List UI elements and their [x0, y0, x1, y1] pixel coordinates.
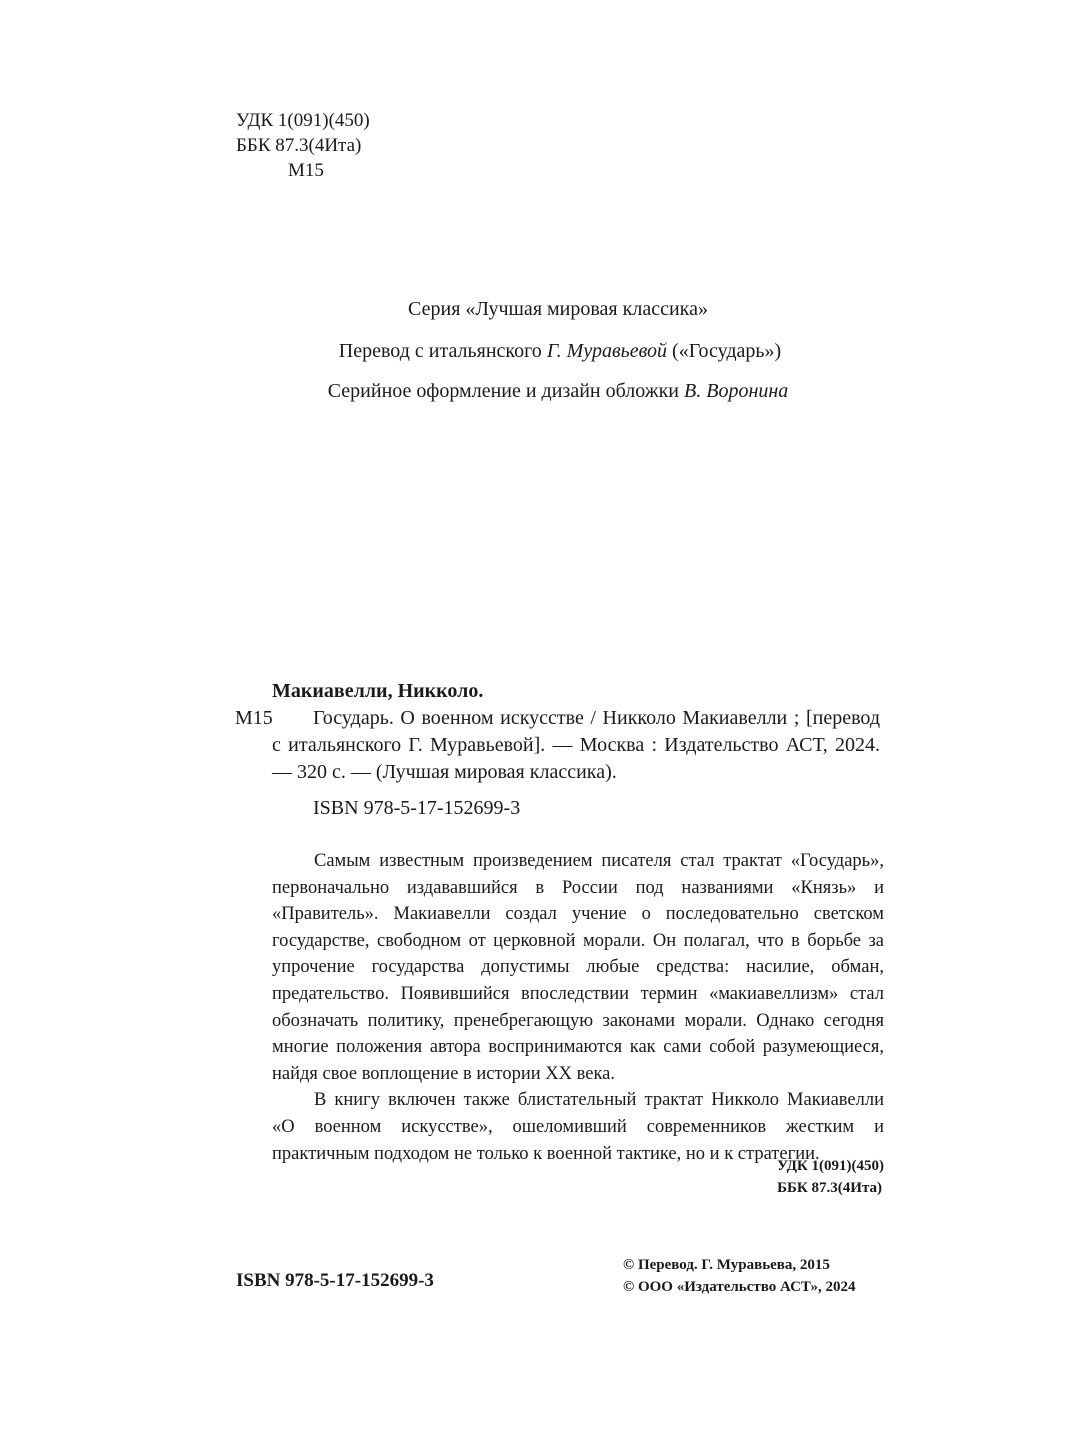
design-prefix: Серийное оформление и дизайн обложки: [327, 380, 680, 402]
annotation-paragraph-2: В книгу включен также блистательный трактат Никколо Макиавелли «О военном искусстве», ошеломивший современников жестким и практичным подходом не только к военной тактике, но и к стратегии.: [272, 1090, 884, 1164]
copyright-publisher: © ООО «Издательство АСТ», 2024: [623, 1279, 856, 1295]
udk-code-bottom: УДК 1(091)(450): [777, 1158, 884, 1174]
translation-prefix: Перевод с итальянского: [338, 340, 542, 362]
author-heading: Макиавелли, Никколо.: [272, 680, 484, 702]
bbk-code: ББК 87.3(4Ита): [236, 135, 362, 156]
annotation-paragraph-1: Самым известным произведением писателя стал трактат «Государь», первоначально издававшийся в России под названиями «Князь» и «Правитель». Макиавелли создал учение о последовательно светском государстве, свободном от церковной морали. Он полагал, что в борьбе за упрочение государства допустимы любые средства: насилие, обман, предательство. Появившийся впоследствии термин «макиавеллизм» стал обозначать политику, пренебрегающую законами морали. Однако сегодня многие положения автора воспринимаются как сами собой разумеющиеся, найдя свое воплощение в истории XX века.: [272, 851, 884, 1084]
author-mark: М15: [288, 160, 324, 181]
copyright-translation: © Перевод. Г. Муравьева, 2015: [623, 1257, 830, 1273]
bibliographic-record: [235, 678, 880, 822]
classification-codes-top: [236, 108, 370, 183]
annotation: [272, 848, 884, 1167]
classification-codes-bottom: [777, 1155, 884, 1199]
author-mark-bib: М15: [235, 707, 273, 729]
copyright-block: [623, 1254, 856, 1298]
udk-code: УДК 1(091)(450): [236, 110, 370, 131]
translation-line: [20, 340, 1080, 363]
isbn-footer: ISBN 978-5-17-152699-3: [236, 1270, 434, 1291]
translation-suffix: («Государь»): [672, 340, 782, 362]
translator-name: Г. Муравьевой: [546, 340, 668, 362]
bbk-code-bottom: ББК 87.3(4Ита): [777, 1180, 882, 1196]
isbn-bib: ISBN 978-5-17-152699-3: [313, 797, 521, 819]
bibliographic-description: Государь. О военном искусстве / Никколо Макиавелли ; [перевод с итальянского Г. Муравьевой]. — Москва : Издательство АСТ, 2024. — 320 с. — (Лучшая мировая классика).: [272, 707, 880, 783]
series-line: Серия «Лучшая мировая классика»: [408, 298, 708, 320]
designer-name: В. Воронина: [684, 380, 789, 402]
design-line: [18, 380, 1080, 403]
